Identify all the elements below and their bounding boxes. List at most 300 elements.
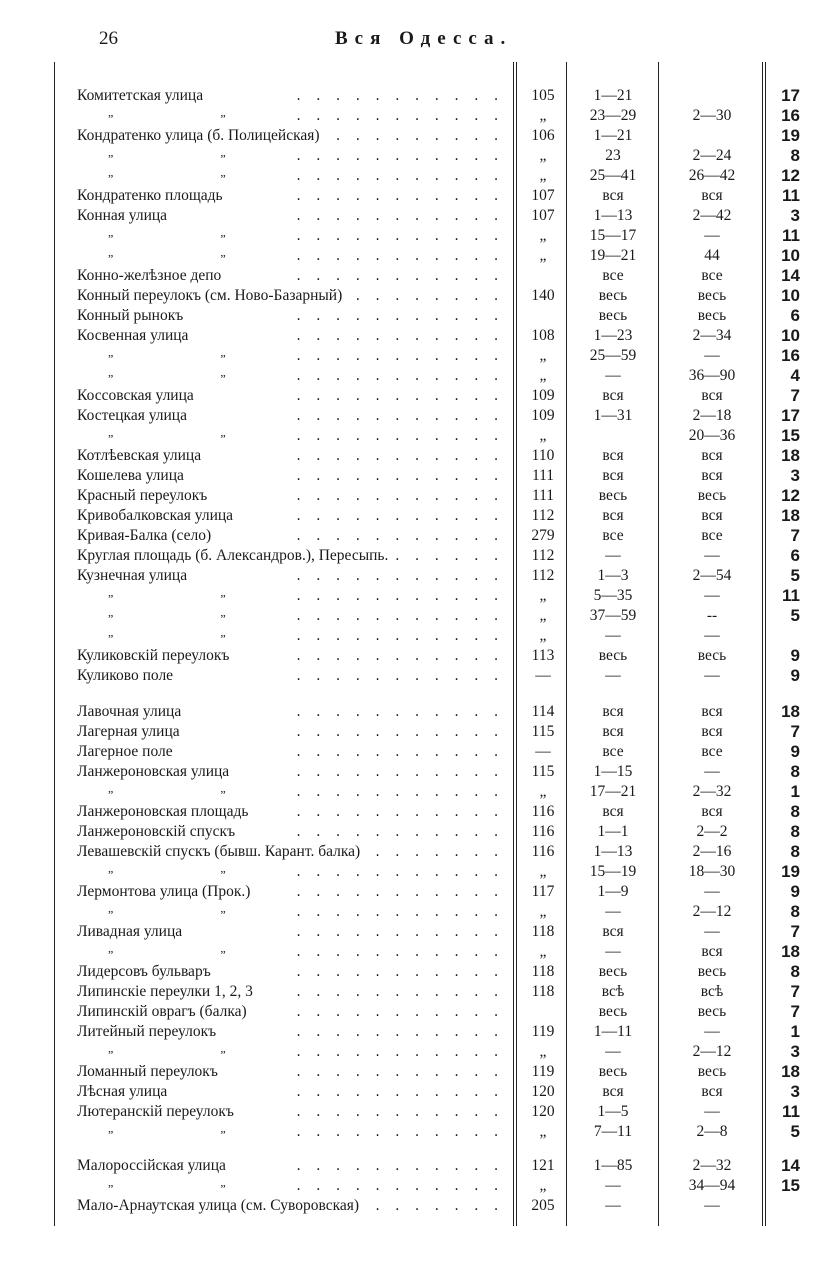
- odd-house-range: 25—59: [589, 347, 637, 364]
- leader-dots: . . . . . . . . . . .: [296, 943, 504, 960]
- street-name: Костецкая улица: [77, 407, 187, 424]
- odd-house-range: вся: [602, 467, 624, 484]
- street-name: „ „: [108, 625, 278, 639]
- even-house-range: —: [704, 1103, 720, 1120]
- street-name: Липинскій оврагъ (балка): [77, 1003, 247, 1020]
- leader-dots: . . . . . . . . . . .: [296, 883, 504, 900]
- odd-house-range: 1—5: [597, 1103, 629, 1120]
- house-block-number: 110: [531, 447, 555, 464]
- street-name: Конный рынокъ: [77, 307, 184, 324]
- house-block-number: 205: [531, 1197, 555, 1214]
- table-row: [0, 902, 840, 922]
- house-block-number: 279: [531, 527, 555, 544]
- house-block-number: „: [539, 1177, 547, 1194]
- street-name: Конная улица: [77, 207, 168, 224]
- police-district: 16: [781, 106, 800, 125]
- odd-house-range: вся: [602, 447, 624, 464]
- police-district: 18: [781, 1062, 800, 1081]
- leader-dots: . . . . . . . . . . .: [296, 1043, 504, 1060]
- house-block-number: 120: [531, 1103, 555, 1120]
- police-district: 4: [790, 366, 800, 385]
- police-district: 9: [790, 882, 800, 901]
- street-name: „ „: [108, 1175, 278, 1189]
- house-block-number: „: [539, 627, 547, 644]
- table-row: [0, 962, 840, 982]
- police-district: 18: [781, 446, 800, 465]
- leader-dots: . . . . . . . . . . .: [296, 387, 504, 404]
- page-title: Вся Одесса.: [335, 28, 513, 49]
- street-name: „ „: [108, 941, 278, 955]
- table-row: [0, 246, 840, 266]
- police-district: 3: [790, 466, 800, 485]
- street-name: Ланжероновскій спускъ: [77, 823, 236, 840]
- odd-house-range: —: [605, 903, 621, 920]
- table-row: [0, 626, 840, 646]
- street-name: „ „: [108, 245, 278, 259]
- house-block-number: 113: [531, 647, 555, 664]
- even-house-range: 2—12: [692, 1043, 732, 1060]
- leader-dots: . . . . . . . . . . .: [296, 467, 504, 484]
- street-name: „ „: [108, 365, 278, 379]
- leader-dots: . . . . . . . . . . .: [296, 307, 504, 324]
- even-house-range: все: [701, 527, 723, 544]
- odd-house-range: 1—11: [593, 1023, 633, 1040]
- odd-house-range: 15—17: [589, 227, 637, 244]
- table-row: [0, 286, 840, 306]
- odd-house-range: —: [605, 627, 621, 644]
- leader-dots: . . . . . . . . . . .: [296, 703, 504, 720]
- page-header: [0, 28, 840, 56]
- odd-house-range: —: [605, 547, 621, 564]
- house-block-number: „: [539, 427, 547, 444]
- house-block-number: 112: [531, 567, 555, 584]
- odd-house-range: 23—29: [589, 107, 637, 124]
- odd-house-range: весь: [598, 647, 628, 664]
- house-block-number: 115: [531, 763, 555, 780]
- police-district: 3: [790, 206, 800, 225]
- police-district: 8: [790, 146, 800, 165]
- table-row: [0, 802, 840, 822]
- police-district: 8: [790, 842, 800, 861]
- odd-house-range: 25—41: [589, 167, 637, 184]
- even-house-range: 2—2: [696, 823, 728, 840]
- street-name: Кривобалковская улица: [77, 507, 234, 524]
- street-name: „ „: [108, 105, 278, 119]
- street-name: Косвенная улица: [77, 327, 189, 344]
- table-row: [0, 506, 840, 526]
- house-block-number: 109: [531, 387, 555, 404]
- table-row: [0, 862, 840, 882]
- leader-dots: . . . . . . . . . . .: [296, 267, 504, 284]
- even-house-range: вся: [701, 387, 723, 404]
- leader-dots: . . . . . . . . . . .: [296, 923, 504, 940]
- leader-dots: . . . . . . . . .: [336, 127, 504, 144]
- house-block-number: 116: [531, 823, 555, 840]
- street-name: Лагерное поле: [77, 743, 173, 760]
- odd-house-range: 1—23: [593, 327, 633, 344]
- table-row: [0, 486, 840, 506]
- even-house-range: весь: [697, 1003, 727, 1020]
- even-house-range: —: [704, 763, 720, 780]
- house-block-number: „: [539, 347, 547, 364]
- even-house-range: —: [704, 1023, 720, 1040]
- odd-house-range: вся: [602, 387, 624, 404]
- house-block-number: 116: [531, 843, 555, 860]
- street-name: „ „: [108, 861, 278, 875]
- table-row: [0, 446, 840, 466]
- house-block-number: 117: [531, 883, 555, 900]
- leader-dots: . . . . . . . . . . .: [296, 803, 504, 820]
- leader-dots: . . . . . . . . . . .: [296, 647, 504, 664]
- odd-house-range: вся: [602, 703, 624, 720]
- table-row: [0, 366, 840, 386]
- odd-house-range: 1—13: [593, 843, 633, 860]
- street-name: Кошелева улица: [77, 467, 184, 484]
- house-block-number: —: [535, 667, 551, 684]
- police-district: 6: [790, 546, 800, 565]
- table-row: [0, 702, 840, 722]
- leader-dots: . . . . . . . . . . .: [296, 1023, 504, 1040]
- police-district: 8: [790, 762, 800, 781]
- table-row: [0, 466, 840, 486]
- odd-house-range: —: [605, 1197, 621, 1214]
- even-house-range: 2—18: [692, 407, 732, 424]
- leader-dots: . . . . . . . . . . .: [296, 783, 504, 800]
- odd-house-range: весь: [598, 963, 628, 980]
- house-block-number: 118: [531, 983, 555, 1000]
- house-block-number: 115: [531, 723, 555, 740]
- house-block-number: 120: [531, 1083, 555, 1100]
- odd-house-range: вся: [602, 1083, 624, 1100]
- even-house-range: весь: [697, 307, 727, 324]
- odd-house-range: 1—21: [593, 87, 633, 104]
- leader-dots: . . . . . . . . . . .: [296, 247, 504, 264]
- police-district: 8: [790, 962, 800, 981]
- leader-dots: . . . . . . . . . . .: [296, 427, 504, 444]
- street-name: Литейный переулокъ: [77, 1023, 217, 1040]
- even-house-range: вся: [701, 943, 723, 960]
- leader-dots: . . . . . . . . . . .: [296, 823, 504, 840]
- police-district: 7: [790, 722, 800, 741]
- street-name: „ „: [108, 1041, 278, 1055]
- police-district: 14: [781, 266, 800, 285]
- street-name: Лидерсовъ бульваръ: [77, 963, 211, 980]
- even-house-range: 18—30: [688, 863, 736, 880]
- even-house-range: 2—34: [692, 327, 732, 344]
- odd-house-range: весь: [598, 307, 628, 324]
- house-block-number: 107: [531, 207, 555, 224]
- odd-house-range: 1—85: [593, 1157, 633, 1174]
- house-block-number: —: [535, 743, 551, 760]
- odd-house-range: 1—13: [593, 207, 633, 224]
- odd-house-range: 7—11: [593, 1123, 633, 1140]
- house-block-number: 119: [531, 1023, 555, 1040]
- table-row: [0, 386, 840, 406]
- leader-dots: . . . . . . . . . . .: [296, 1083, 504, 1100]
- table-row: [0, 526, 840, 546]
- police-district: 19: [781, 862, 800, 881]
- leader-dots: . . . . . . . . . . .: [296, 147, 504, 164]
- even-house-range: вся: [701, 187, 723, 204]
- even-house-range: —: [704, 347, 720, 364]
- table-row: [0, 166, 840, 186]
- odd-house-range: все: [602, 267, 624, 284]
- police-district: 12: [781, 486, 800, 505]
- leader-dots: . . . . . . . . . . .: [296, 1103, 504, 1120]
- house-block-number: „: [539, 367, 547, 384]
- even-house-range: —: [704, 667, 720, 684]
- page-number: 26: [99, 28, 118, 49]
- leader-dots: . . . . . . . . . . .: [296, 527, 504, 544]
- police-district: 9: [790, 666, 800, 685]
- leader-dots: . . . . . . . . . . .: [296, 763, 504, 780]
- street-name: „ „: [108, 605, 278, 619]
- even-house-range: всѣ: [700, 983, 724, 1000]
- leader-dots: . . . . . .: [395, 547, 504, 564]
- even-house-range: весь: [697, 287, 727, 304]
- even-house-range: все: [701, 267, 723, 284]
- house-block-number: „: [539, 247, 547, 264]
- odd-house-range: 1—9: [597, 883, 629, 900]
- police-district: 7: [790, 922, 800, 941]
- police-district: 15: [781, 426, 800, 445]
- even-house-range: 2—12: [692, 903, 732, 920]
- table-row: [0, 106, 840, 126]
- even-house-range: 44: [704, 247, 720, 264]
- house-block-number: „: [539, 783, 547, 800]
- odd-house-range: 1—3: [597, 567, 629, 584]
- odd-house-range: 23: [605, 147, 621, 164]
- leader-dots: . . . . . . . . . . .: [296, 507, 504, 524]
- leader-dots: . . . . . . . . . . .: [296, 723, 504, 740]
- table-row: [0, 306, 840, 326]
- odd-house-range: 17—21: [589, 783, 637, 800]
- house-block-number: „: [539, 167, 547, 184]
- odd-house-range: 37—59: [589, 607, 637, 624]
- odd-house-range: вся: [602, 187, 624, 204]
- odd-house-range: вся: [602, 723, 624, 740]
- odd-house-range: все: [602, 527, 624, 544]
- street-name: Лавочная улица: [77, 703, 182, 720]
- street-name: Куликово поле: [77, 667, 174, 684]
- street-name: „ „: [108, 225, 278, 239]
- street-name: „ „: [108, 425, 278, 439]
- police-district: 10: [781, 286, 800, 305]
- police-district: 6: [790, 306, 800, 325]
- police-district: 7: [790, 526, 800, 545]
- even-house-range: вся: [701, 507, 723, 524]
- odd-house-range: 1—21: [593, 127, 633, 144]
- police-district: 3: [790, 1082, 800, 1101]
- street-name: Лермонтова улица (Прок.): [77, 883, 251, 900]
- house-block-number: „: [539, 107, 547, 124]
- leader-dots: . . . . . . . . . . .: [296, 863, 504, 880]
- even-house-range: --: [706, 607, 718, 624]
- police-district: 8: [790, 822, 800, 841]
- even-house-range: —: [704, 1197, 720, 1214]
- police-district: 11: [782, 1102, 800, 1121]
- table-row: [0, 666, 840, 686]
- house-block-number: „: [539, 147, 547, 164]
- house-block-number: 118: [531, 963, 555, 980]
- police-district: 9: [790, 646, 800, 665]
- leader-dots: . . . . . . . . . . .: [296, 1157, 504, 1174]
- table-row: [0, 266, 840, 286]
- odd-house-range: 5—35: [593, 587, 633, 604]
- odd-house-range: весь: [598, 1003, 628, 1020]
- house-block-number: 140: [531, 287, 555, 304]
- leader-dots: . . . . . . . . . . .: [296, 963, 504, 980]
- even-house-range: 2—42: [692, 207, 732, 224]
- even-house-range: 2—24: [692, 147, 732, 164]
- police-district: 5: [790, 566, 800, 585]
- even-house-range: 2—32: [692, 783, 732, 800]
- odd-house-range: —: [605, 1177, 621, 1194]
- street-name: Лѣсная улица: [77, 1083, 168, 1100]
- odd-house-range: 1—15: [593, 763, 633, 780]
- street-name: „ „: [108, 585, 278, 599]
- street-name: Котлѣевская улица: [77, 447, 202, 464]
- house-block-number: „: [539, 863, 547, 880]
- even-house-range: —: [704, 227, 720, 244]
- police-district: 19: [781, 126, 800, 145]
- leader-dots: . . . . . . . . . . .: [296, 903, 504, 920]
- leader-dots: . . . . . . . . . . .: [296, 107, 504, 124]
- table-row: [0, 1042, 840, 1062]
- street-name: „ „: [108, 901, 278, 915]
- street-name: Липинскіе переулки 1, 2, 3: [77, 983, 253, 1000]
- street-name: Лютеранскій переулокъ: [77, 1103, 234, 1120]
- odd-house-range: —: [605, 367, 621, 384]
- police-district: 14: [781, 1156, 800, 1175]
- leader-dots: . . . . . . . . . . .: [296, 367, 504, 384]
- leader-dots: . . . . . . . . . . .: [296, 407, 504, 424]
- leader-dots: . . . . . . . . . . .: [296, 627, 504, 644]
- even-house-range: весь: [697, 963, 727, 980]
- street-name: Лагерная улица: [77, 723, 180, 740]
- odd-house-range: вся: [602, 923, 624, 940]
- table-row: [0, 646, 840, 666]
- street-name: Красный переулокъ: [77, 487, 208, 504]
- even-house-range: 2—54: [692, 567, 732, 584]
- street-name: Левашевскій спускъ (бывш. Карант. балка): [77, 843, 361, 860]
- street-name: „ „: [108, 145, 278, 159]
- even-house-range: —: [704, 587, 720, 604]
- odd-house-range: 15—19: [589, 863, 637, 880]
- leader-dots: . . . . . . . . . . .: [296, 187, 504, 204]
- leader-dots: . . . . . . .: [375, 843, 504, 860]
- leader-dots: . . . . . . . . . . .: [296, 1177, 504, 1194]
- odd-house-range: —: [605, 943, 621, 960]
- leader-dots: . . . . . . . . . . .: [296, 167, 504, 184]
- street-name: Конно-желѣзное депо: [77, 267, 222, 284]
- street-name: Ланжероновская площадь: [77, 803, 249, 820]
- police-district: 11: [782, 226, 800, 245]
- street-name: „ „: [108, 781, 278, 795]
- table-row: [0, 546, 840, 566]
- leader-dots: . . . . . . . . . . .: [296, 743, 504, 760]
- odd-house-range: все: [602, 743, 624, 760]
- house-block-number: 109: [531, 407, 555, 424]
- police-district: 7: [790, 386, 800, 405]
- even-house-range: —: [704, 547, 720, 564]
- leader-dots: . . . . . . . . . . .: [296, 347, 504, 364]
- street-name: Куликовскій переулокъ: [77, 647, 230, 664]
- leader-dots: . . . . . . . . . . .: [296, 227, 504, 244]
- even-house-range: —: [704, 883, 720, 900]
- even-house-range: вся: [701, 467, 723, 484]
- table-row: [0, 742, 840, 762]
- table-row: [0, 722, 840, 742]
- leader-dots: . . . . . . . . . . .: [296, 607, 504, 624]
- police-district: 7: [790, 982, 800, 1001]
- street-name: Кондратенко улица (б. Полицейская): [77, 127, 320, 144]
- house-block-number: „: [539, 1043, 547, 1060]
- leader-dots: . . . . . . . . . . .: [296, 487, 504, 504]
- house-block-number: „: [539, 943, 547, 960]
- street-name: Мало-Арнаутская улица (см. Суворовская): [77, 1197, 360, 1214]
- street-name: Круглая площадь (б. Александров.), Пересыпь.: [77, 547, 389, 564]
- house-block-number: 114: [531, 703, 555, 720]
- odd-house-range: вся: [602, 507, 624, 524]
- table-row: [0, 1002, 840, 1022]
- house-block-number: 107: [531, 187, 555, 204]
- police-district: 18: [781, 702, 800, 721]
- house-block-number: 105: [531, 87, 555, 104]
- house-block-number: „: [539, 587, 547, 604]
- street-name: Ломанный переулокъ: [77, 1063, 218, 1080]
- even-house-range: 2—30: [692, 107, 732, 124]
- house-block-number: 119: [531, 1063, 555, 1080]
- police-district: 8: [790, 802, 800, 821]
- odd-house-range: всѣ: [601, 983, 625, 1000]
- even-house-range: вся: [701, 703, 723, 720]
- even-house-range: 36—90: [688, 367, 736, 384]
- street-name: „ „: [108, 1121, 278, 1135]
- police-district: 18: [781, 506, 800, 525]
- police-district: 1: [790, 782, 800, 801]
- police-district: 5: [790, 1122, 800, 1141]
- street-name: Кривая-Балка (село): [77, 527, 212, 544]
- even-house-range: весь: [697, 487, 727, 504]
- police-district: 10: [781, 246, 800, 265]
- street-name: Конный переулокъ (см. Ново-Базарный): [77, 287, 343, 304]
- table-row: [0, 1176, 840, 1196]
- even-house-range: 2—32: [692, 1157, 732, 1174]
- house-block-number: 106: [531, 127, 555, 144]
- odd-house-range: 19—21: [589, 247, 637, 264]
- table-row: [0, 1122, 840, 1142]
- even-house-range: все: [701, 743, 723, 760]
- even-house-range: вся: [701, 803, 723, 820]
- table-row: [0, 822, 840, 842]
- house-block-number: 121: [531, 1157, 555, 1174]
- house-block-number: „: [539, 607, 547, 624]
- police-district: 17: [781, 406, 800, 425]
- table-row: [0, 186, 840, 206]
- street-name: Ливадная улица: [77, 923, 183, 940]
- table-row: [0, 426, 840, 446]
- police-district: 8: [790, 902, 800, 921]
- leader-dots: . . . . . . . . . . .: [296, 87, 504, 104]
- police-district: 18: [781, 942, 800, 961]
- leader-dots: . . . . . . . . . . .: [296, 983, 504, 1000]
- odd-house-range: весь: [598, 1063, 628, 1080]
- odd-house-range: —: [605, 1043, 621, 1060]
- even-house-range: весь: [697, 647, 727, 664]
- police-district: 11: [782, 586, 800, 605]
- even-house-range: 2—8: [696, 1123, 728, 1140]
